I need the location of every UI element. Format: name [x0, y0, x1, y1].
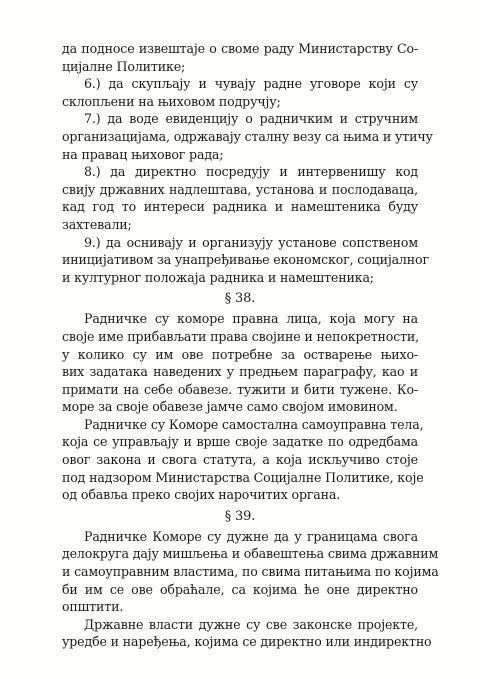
text-line: склопљени на њиховом подручју;	[62, 93, 281, 109]
text-line: вих задатака наведених у предњем параграфу, као и	[62, 364, 418, 380]
text-line: и самоуправним властима, по свима питањима по којима	[62, 564, 439, 580]
text-line: иницијативом за унапређивање економског, социјалног	[62, 252, 429, 268]
text-line: цијалне Политике;	[62, 58, 186, 74]
text-line: би им се ове обраћале, са којима ће оне директно	[62, 581, 418, 597]
text-line: на правац њиховог рада;	[62, 146, 224, 162]
paragraph-first-line: Радничке Коморе су дужне да у границама свога	[84, 528, 418, 544]
text-line: под надзором Министарства Социјалне Политике, које	[62, 469, 424, 485]
text-line: захтевали;	[62, 216, 132, 232]
text-line: делокруга дају мишљења и обавештења свима државним	[62, 546, 439, 562]
text-line: од обавља преко својих нарочитих органа.	[62, 487, 341, 503]
paragraph-first-line: Државне власти дужне су све законске пројекте,	[84, 616, 418, 632]
text-line: организацијама, одржавају сталну везу са њима и утичу	[62, 128, 433, 144]
paragraph-first-line: 6.) да скупљају и чувају радне уговоре који су	[84, 76, 418, 92]
paragraph-first-line: 7.) да воде евиденцију о радничким и стручним	[84, 111, 418, 127]
text-line: и културног положаја радника и намештеника;	[62, 269, 374, 285]
text-line: море за своје обавезе јамче само својом имовином.	[62, 399, 398, 415]
paragraph-first-line: Радничке су Коморе самостална самоуправна тела,	[84, 416, 424, 432]
section-heading: § 39.	[224, 508, 256, 524]
text-line: општити.	[62, 599, 124, 615]
text-line: да подносе извештаје о своме раду Министарству Со-	[62, 41, 418, 56]
text-line: кад год то интереси радника и намештеника буду	[62, 199, 418, 215]
text-line: у колико су им ове потребне за остварење њихо-	[62, 346, 418, 362]
section-heading: § 38.	[224, 291, 256, 307]
text-line: овог закона и свога статута, а која искључиво стоје	[62, 452, 418, 468]
paragraph-first-line: 8.) да директно посредују и интервенишу код	[84, 164, 418, 180]
text-line: уредбе и наређења, којима се директно или индиректно	[62, 634, 432, 650]
text-line: која се управљају и врше своје задатке по одредбама	[62, 434, 418, 450]
paragraph-first-line: 9.) да оснивају и организују установе сопственом	[84, 234, 418, 250]
text-line: свију државних надлештава, установа и послодаваца,	[62, 181, 418, 197]
text-line: своје име прибављати права својине и непокретности,	[62, 328, 420, 344]
paragraph-first-line: Радничке су коморе правна лица, која могу на	[84, 311, 418, 327]
text-line: примати на себе обавезе. тужити и бити тужене. Ко-	[62, 381, 418, 397]
body-text	[62, 40, 439, 651]
